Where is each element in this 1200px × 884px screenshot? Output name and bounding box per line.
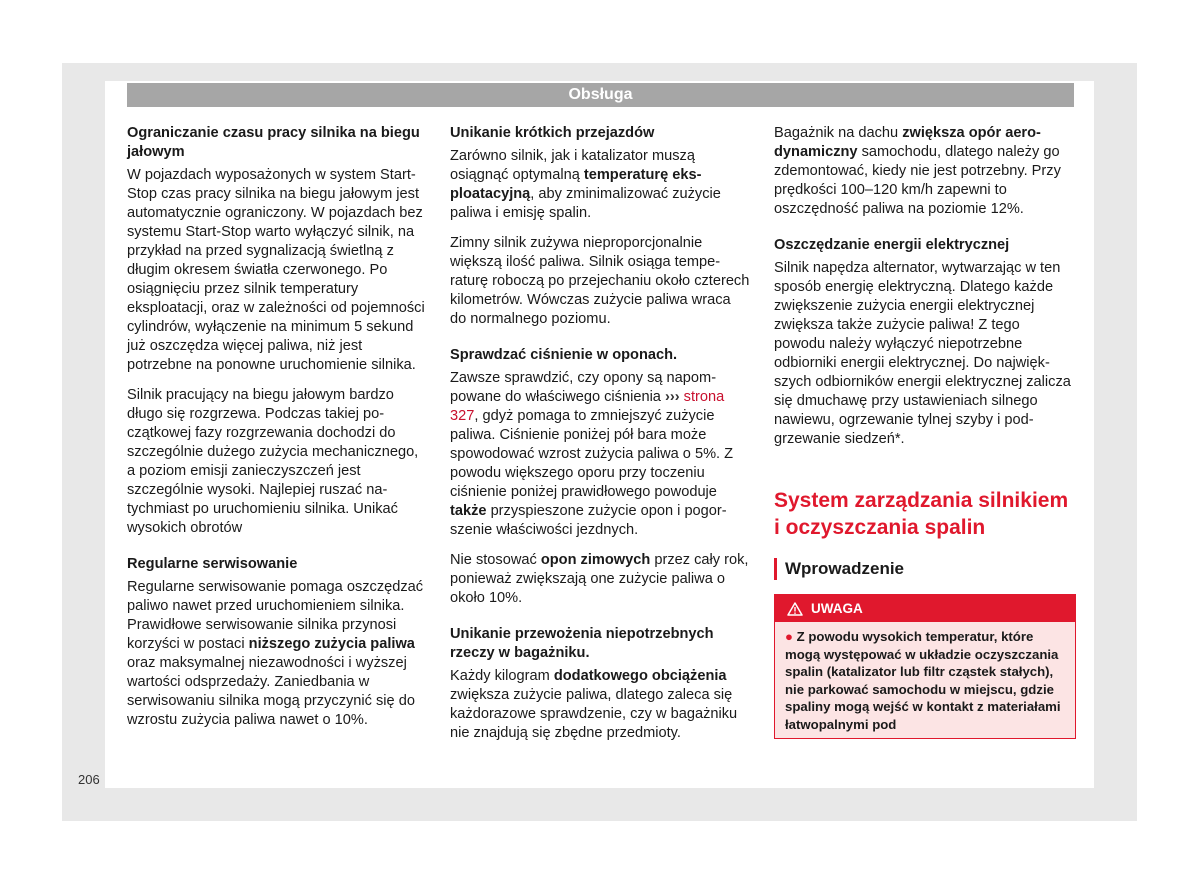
reference-arrow: ››› <box>664 389 680 405</box>
bold-run: opon zimowych <box>540 552 651 568</box>
paragraph-service <box>127 578 427 730</box>
bold-run: zwiększa opór aerodynamiczny <box>774 125 1041 160</box>
bullet-icon: ● <box>785 629 793 644</box>
warning-text: Z powodu wysokich temperatur, które mogą występować w układzie oczyszczania spalin (katalizator lub filtr cząstek stałych), nie parkować samochodu w miejscu, gdzie spaliny mogą wejść w kontakt z materiałami łatwopalnymi pod <box>785 629 1061 732</box>
warning-label: UWAGA <box>811 601 863 616</box>
bold-run: niższego zużycia paliwa <box>248 636 415 652</box>
text-run: Zarówno silnik, jak i katalizator muszą osiągnąć optymalną <box>450 148 695 183</box>
column-2 <box>450 124 750 754</box>
bold-run: także <box>450 503 487 519</box>
text-run: zwiększa zużycie paliwa, dlatego zaleca się każdorazowe sprawdzenie, czy w bagażniku nie znajdują się zbędne przedmioty. <box>450 687 738 741</box>
text-run: , gdyż pomaga to zmniejszyć zużycie paliwa. Ciśnienie poniżej pół bara może spowodować wzrost zużycia paliwa o 5%. Z powodu większego oporu przy toczeniu ciśnienie poniżej prawidłowego powoduje <box>450 408 734 500</box>
heading-idle-limit: Ograniczanie czasu pracy silnika na biegu jałowym <box>127 125 420 160</box>
warning-triangle-icon <box>787 602 803 616</box>
heading-short-trips: Unikanie krótkich przejazdów <box>450 125 655 141</box>
subsection-title: Wprowadzenie <box>774 558 1074 580</box>
column-3 <box>774 124 1074 739</box>
text-run: Bagażnik na dachu <box>774 125 903 141</box>
text-run: samochodu, dlatego należy go zdemontować, kiedy nie jest potrzebny. Przy prędkości 100–120 km/h zapewni to oszczędność paliwa na poziomie 12%. <box>774 144 1061 217</box>
heading-regular-service: Regularne serwisowanie <box>127 556 298 572</box>
text-run: Zawsze sprawdzić, czy opony są napompowane do właściwego ciśnienia <box>450 370 717 405</box>
chapter-header: Obsługa <box>127 83 1074 107</box>
bold-run: dodatkowego obciążenia <box>553 668 727 684</box>
heading-electric-energy: Oszczędzanie energii elektrycznej <box>774 237 1010 253</box>
text-run: Każdy kilogram <box>450 668 554 684</box>
paragraph-tire-pressure <box>450 369 750 540</box>
warning-box <box>774 594 1076 739</box>
paragraph-short-trips-2: Zimny silnik zużywa nieproporcjonalnie większą ilość paliwa. Silnik osiąga temperaturę roboczą po przejechaniu około czterech kilometrów. Wówczas zużycie paliwa wraca do normalnego poziomu. <box>450 235 750 327</box>
warning-body <box>775 622 1075 738</box>
text-run: oraz maksymalnej niezawodności i wyższej wartości odsprzedaży. Zaniedbania w serwisowaniu silnika mogą przyczynić się do wzrostu zużycia paliwa nawet o 10%. <box>127 655 415 728</box>
text-run: Regularne serwisowanie pomaga oszczędzać paliwo nawet przed uruchomieniem silnika. Prawidłowe serwisowanie silnika przynosi korzyści w postaci <box>127 579 424 652</box>
paragraph-electric-energy: Silnik napędza alternator, wytwarzając w ten sposób energię elektryczną. Dlatego każde zwiększenie zużycia energii elektrycznej zwiększa także zużycie paliwa! Z tego powodu należy wyłączyć niepotrzebne odbiorniki energii elektrycznej. Do największych odbiorników energii elektrycznej zalicza się dmuchawę przy ustawieniach silnego nawiewu, ogrzewanie tylnej szyby i podgrzewanie siedzeń*. <box>774 260 1071 447</box>
warning-header <box>775 595 1075 622</box>
bold-run: temperaturę eksploatacyjną <box>450 167 702 202</box>
paragraph-winter-tires <box>450 551 750 608</box>
paragraph-roof-rack <box>774 124 1074 219</box>
paragraph-idle-1: W pojazdach wyposażonych w system Start-Stop czas pracy silnika na biegu jałowym jest automatycznie ograniczony. W pojazdach bez systemu Start-Stop warto wyłączyć silnik, na przykład na przed sygnalizacją świetlną z długim okresem światła czerwonego. Po osiągnięciu przez silnik temperatury eksploatacji, oraz w zależności od pojemności cylindrów, wyłączenie na minimum 5 sekund już oszczędza więcej paliwa, niż jest potrzebne na ponowne uruchomienie silnika. <box>127 167 425 373</box>
paragraph-luggage <box>450 667 750 743</box>
paragraph-idle-2: Silnik pracujący na biegu jałowym bardzo długo się rozgrzewa. Podczas takiej początkowej fazy rozgrzewania dochodzi do szczególnie dużego zużycia mechanicznego, a poziom emisji zanieczyszczeń jest szczególnie wysoki. Najlepiej ruszać natychmiast po uruchomieniu silnika. Unikać wysokich obrotów <box>127 387 419 536</box>
section-title: System zarządzania silnikiem i oczyszczania spalin <box>774 489 1069 539</box>
text-run: przez cały rok, ponieważ zwiększają one zużycie paliwa o około 10%. <box>450 552 749 606</box>
text-run: Nie stosować <box>450 552 541 568</box>
text-run: , aby zminimalizować zużycie paliwa i emisję spalin. <box>450 186 721 221</box>
column-1 <box>127 124 427 741</box>
heading-luggage: Unikanie przewożenia niepotrzebnych rzeczy w bagażniku. <box>450 626 714 661</box>
page-reference-link[interactable]: strona 327 <box>450 389 725 424</box>
page-number: 206 <box>78 772 100 787</box>
heading-tire-pressure: Sprawdzać ciśnienie w oponach. <box>450 347 678 363</box>
text-run: przyspieszone zużycie opon i pogorszenie właściwości jezdnych. <box>450 503 727 538</box>
paragraph-short-trips-1 <box>450 147 750 223</box>
